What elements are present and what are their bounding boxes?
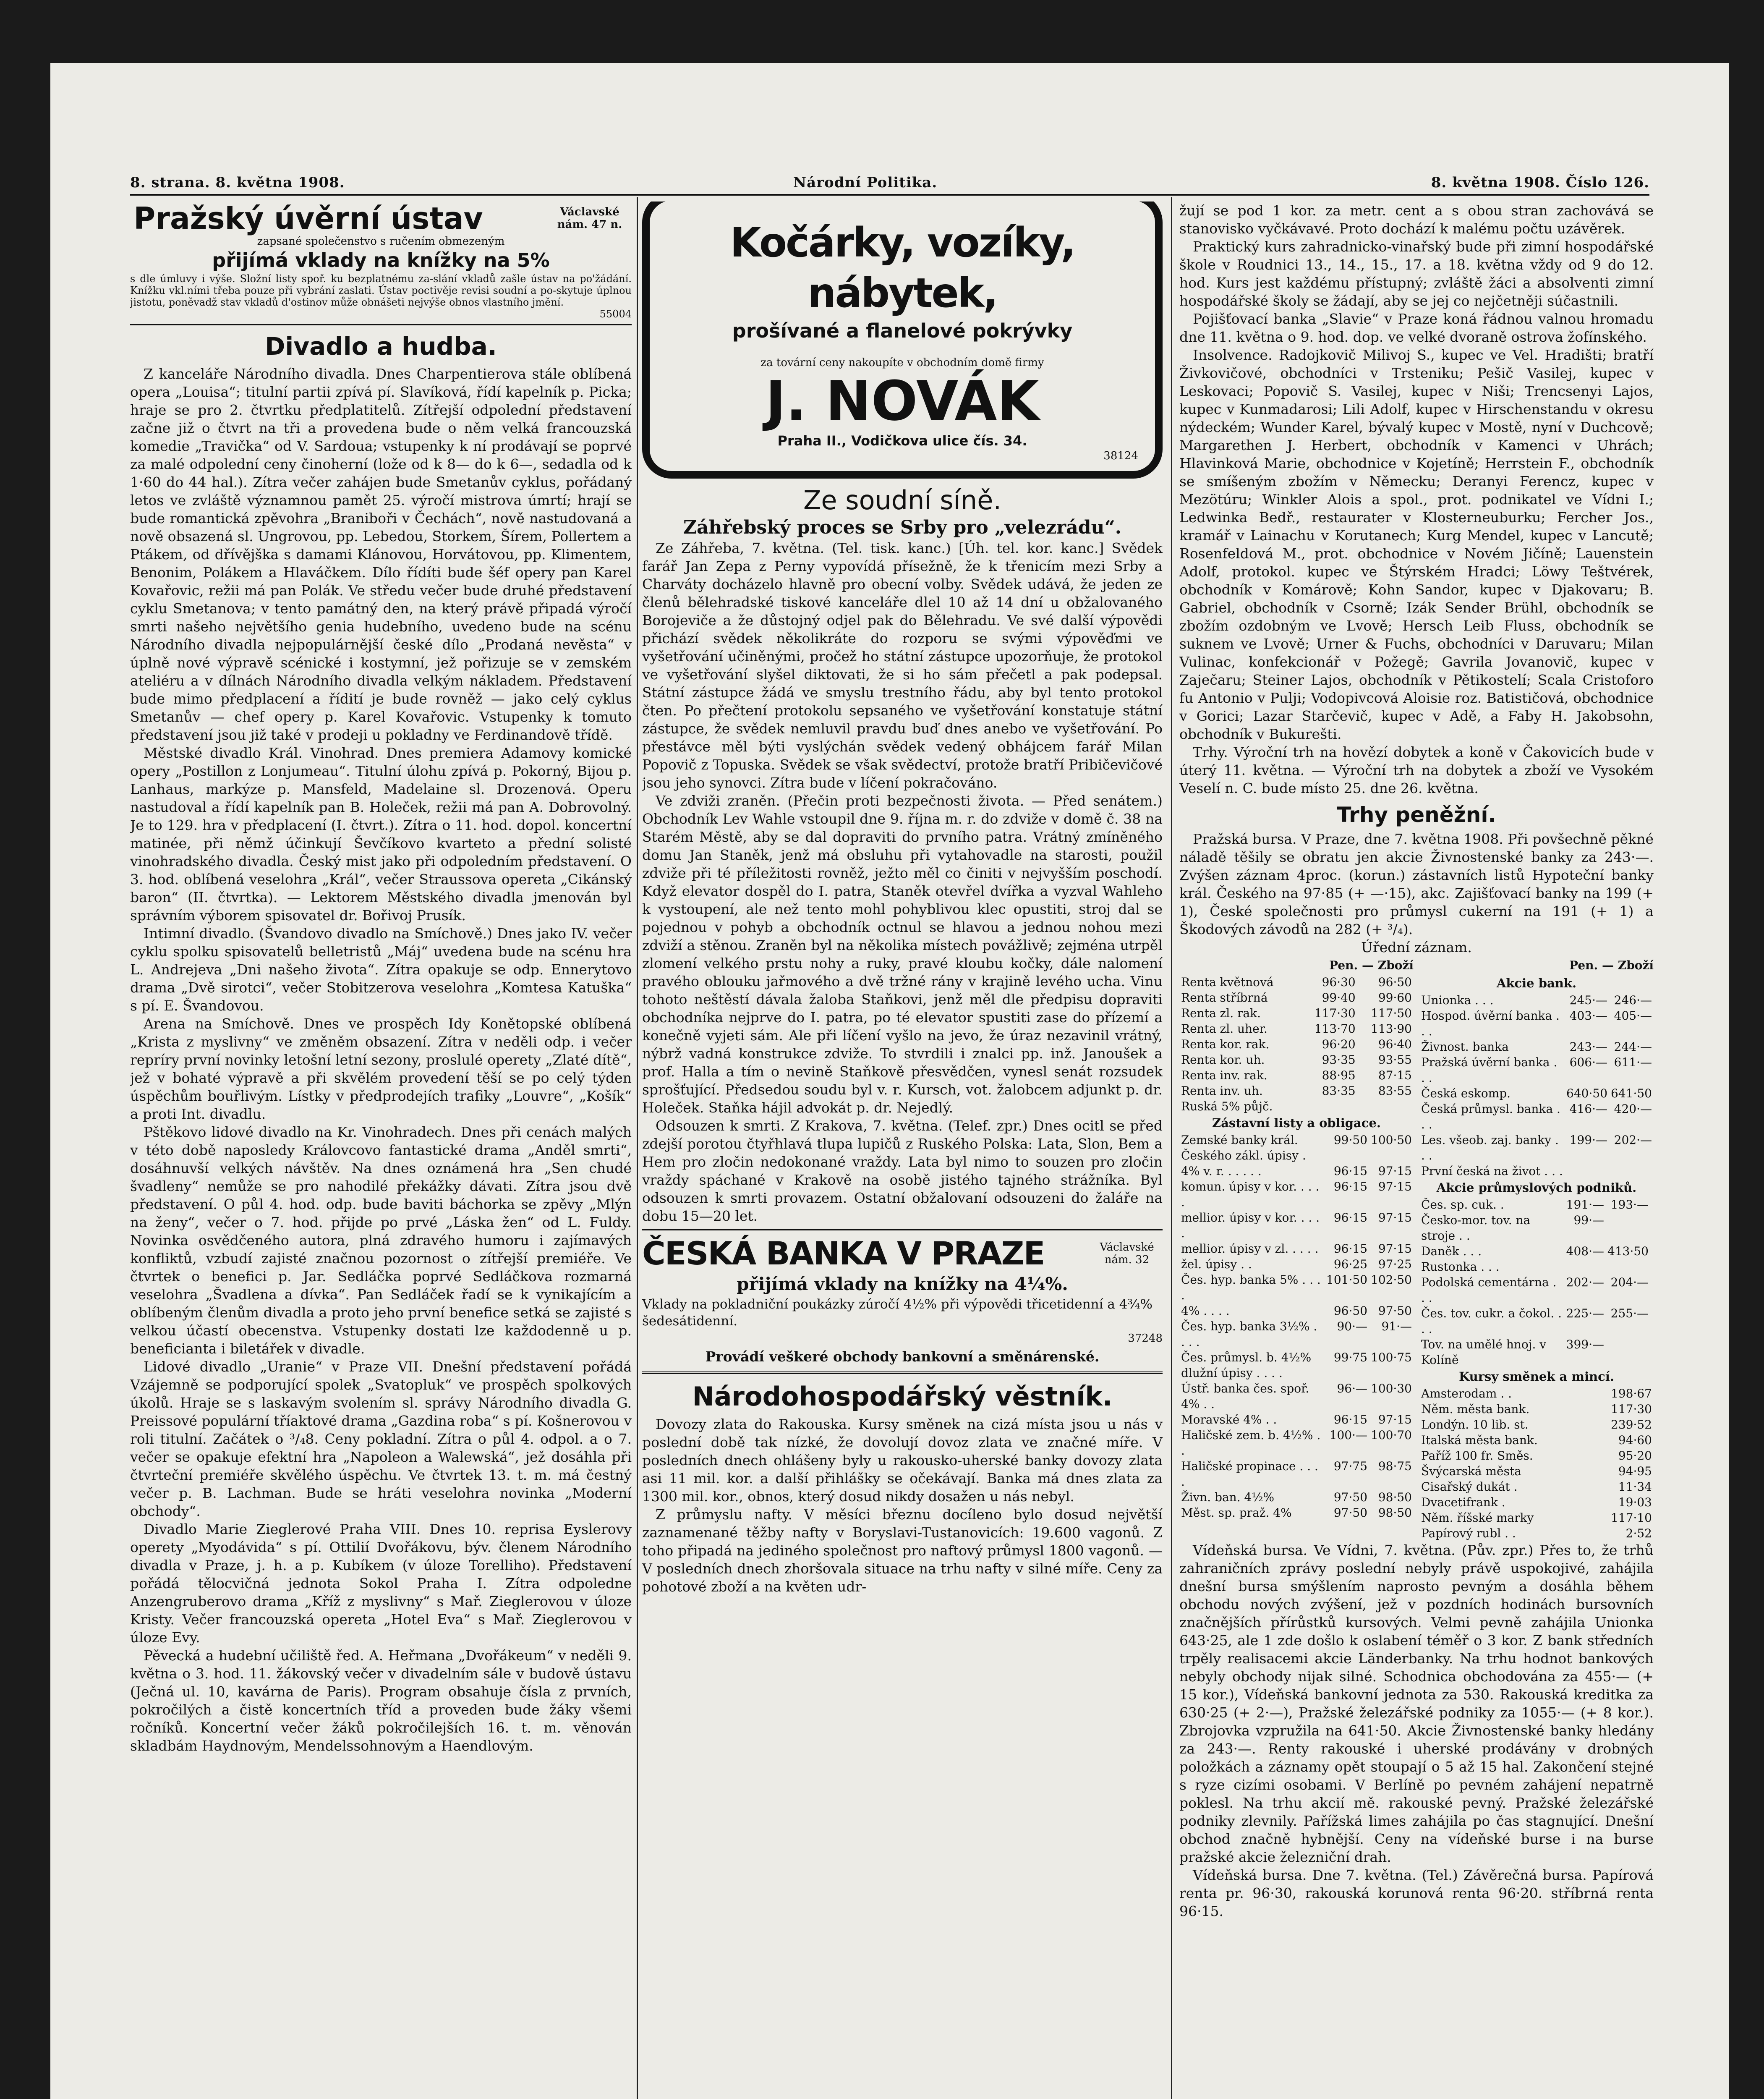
row-value: 97·75 xyxy=(1333,1459,1368,1473)
table-row xyxy=(1179,990,1414,1005)
article-paragraph: Vídeňská bursa. Ve Vídni, 7. května. (Pův. zpr.) Přes to, že trhů zahraničních zprávy poslední nebyly právě uspokojivé, zahájila dnešní bursa smýšlením naprosto pevným a dosáhla během obchodu nových zvýšení, jež v pozdních hodinách bursovních značnějších přírůstků kursových. Velmi pevně zahájila Unionka 643·25, ale 1 zde došlo k oslabení téměř o 3 kor. Z bank středních trpěly realisacemi akcie Länderbanky. Na trhu hodnot bankových nebyly obchody nijak silné. Schodnica obchodována za 455·— (+ 15 kor.), Vídeňská bankovní jednota za 530. Rakouská kreditka za 630·25 (+ 2·—), Pražské železářské podniky za 1055·— (+ 8 kor.). Zbrojovka vzpružila na 641·50. Akcie Živnostenské banky hledány za 243·—. Renty rakouské i uherské prodávány v drobných položkách a záznamy opět stoupají o 5 až 15 hal. Zakončení stejné s ryze cizími osobami. V Berlíně po pevném zahájení nepatrně poklesl. Na trhu akcií mě. rakouské pevný. Pražské železářské podniky zlevnily. Pařížská limes zahájila po čas stagnující. Dnešní obchod značně hybnější. Ceny na vídeňské burse i na burse pražské akcie železniční drah. xyxy=(1179,1542,1654,1865)
table-row xyxy=(1419,1510,1654,1526)
row-label: Renta kor. rak. xyxy=(1181,1037,1270,1051)
section-title: Ze soudní síně. xyxy=(803,485,1002,516)
row-label: Haličské zem. b. 4½% . . xyxy=(1181,1428,1321,1458)
table-row xyxy=(1419,1243,1654,1259)
row-value: 113·90 xyxy=(1371,1022,1412,1036)
row-label: Čes. tov. cukr. a čokol. . . . xyxy=(1421,1306,1562,1336)
table-row xyxy=(1419,1386,1654,1401)
row-label: Rustonka . . . xyxy=(1421,1260,1500,1274)
table-row xyxy=(1179,1458,1414,1489)
row-label: Ruská 5% půjč. xyxy=(1181,1099,1273,1113)
row-value: 19·03 xyxy=(1618,1495,1652,1509)
row-value: 96·30 xyxy=(1322,975,1356,989)
article-paragraph: Arena na Smíchově. Dnes ve prospěch Idy Konětopské oblíbená „Krista z myslivny“ ve změněm obsazení. Zítra v neděli odp. i večer repríry první novinky letošní letní sezony, proslulé operety „Zlaté dítě“, jež v bohaté výpravě a při skvělém provedení těší se po celý týden úspěchům bouřlivým. Lístky v předprodejích trafiky „Louvre“, „Košík“ a proti Int. divadlu. xyxy=(130,1015,632,1122)
row-label: Čes. sp. cuk. . xyxy=(1421,1198,1504,1212)
row-label: Renta inv. rak. xyxy=(1181,1068,1267,1082)
row-value xyxy=(1606,1212,1650,1243)
row-value: 96·25 xyxy=(1333,1257,1368,1271)
row-label: Tov. na umělé hnoj. v Kolíně xyxy=(1421,1337,1547,1367)
row-value: 202·— xyxy=(1566,1275,1605,1289)
table-row xyxy=(1179,1505,1414,1521)
row-value: 113·70 xyxy=(1314,1022,1356,1036)
table-row xyxy=(1179,1052,1414,1068)
table-row xyxy=(1419,992,1654,1008)
table-row xyxy=(1419,1212,1654,1243)
row-value: 97·15 xyxy=(1378,1242,1412,1256)
row-value: 96·15 xyxy=(1333,1180,1368,1193)
article-paragraph: Pojišťovací banka „Slavie“ v Praze koná řádnou valnou hromadu dne 11. května o 9. hod. dop. ve velké dvoraně ostrova žofínského. xyxy=(1179,311,1654,345)
row-value: 117·10 xyxy=(1611,1511,1652,1525)
advert-address: Václavské nám. 47 n. xyxy=(557,206,622,231)
header-left: 8. strana. 8. května 1908. xyxy=(130,174,345,191)
row-value xyxy=(1357,1099,1414,1114)
table-row xyxy=(1179,1099,1414,1114)
market-tables xyxy=(1179,956,1654,1541)
section-title: Národohospodářský věstník. xyxy=(692,1381,1113,1412)
kurs-table xyxy=(1419,1386,1654,1541)
table-row xyxy=(1419,1039,1654,1055)
table-row xyxy=(1179,1489,1414,1505)
section-title: Trhy peněžní. xyxy=(1337,803,1496,827)
row-value: 96·15 xyxy=(1333,1242,1368,1256)
row-label: Renta kor. uh. xyxy=(1181,1053,1265,1067)
row-label: Unionka . . . xyxy=(1421,993,1494,1007)
table-title: Úřední záznam. xyxy=(1361,939,1472,955)
row-label: 4% v. r. . . . . . xyxy=(1181,1164,1262,1178)
row-value: 198·67 xyxy=(1611,1387,1652,1400)
article-paragraph: Lidové divadlo „Uranie“ v Praze VII. Dnešní představení pořádá Vzájemně se podporující spolek „Svatopluk“ ve prospěch spolkových úkolů. Hraje se s laskavým svolením sl. správy Národního divadla G. Preissové populární tříaktové drama „Gazdina roba“ s pí. Košnerovou v roli titulní. Začátek o ³/₄8. Ceny pokladní. Zítra o půl 4. odpol. a o 7. večer se opakuje efektní hra „Napoleon a Walewská“, jež dosáhla při čtvrteční premiéře skvělého úspěchu. Ve čtvrtek 13. t. m. má čestný večer p. B. Lachman. Bude se hráti veselohra novinka „Moderní obchody“. xyxy=(130,1358,632,1519)
row-value xyxy=(1606,1337,1650,1368)
row-value: 87·15 xyxy=(1378,1068,1412,1082)
row-value: 88·95 xyxy=(1322,1068,1356,1082)
advert-title: Pražský úvěrní ústav xyxy=(133,202,483,236)
row-label: Les. všeob. zaj. banky . . . xyxy=(1421,1133,1559,1162)
row-value: 96·15 xyxy=(1333,1164,1368,1178)
row-value: 97·15 xyxy=(1378,1180,1412,1193)
row-value: 99·40 xyxy=(1322,991,1356,1005)
row-value xyxy=(1609,1163,1654,1179)
row-label: Pražská úvěrní banka . . . xyxy=(1421,1055,1558,1085)
advert-ceska-banka xyxy=(642,1235,1163,1366)
table-row xyxy=(1419,1417,1654,1432)
row-value: 641·50 xyxy=(1611,1086,1652,1100)
row-value: 399·— xyxy=(1566,1337,1605,1351)
article-paragraph: Z kanceláře Národního divadla. Dnes Charpentierova stále oblíbená opera „Louisa“; titulní partii zpívá pí. Slavíková, řídí kapelník p. Picka; hraje se pro 2. čtvrtku předplatitelů. Zítřejší odpolední představení začne již o čtvrt na tři a provedena bude o něm velká francouzská komedie „Travička“ od V. Sardoua; vstupenky k ní prodávají se poprvé za malé odpolední ceny činoherní (lože od k 8— do k 6—, sedadla od k 1·60 do 44 hal.). Zítra večer zahájen bude Smetanův cyklus, pořádaný letos ve zvláště významnou pamět 25. výročí mistrova úmrtí; hrají se bude romantická zpěvohra „Braniboři v Čechách“, nově nastudovaná a nově obsazená sl. Ungrovou, pp. Lebedou, Storkem, Šírem, Pollertem a Ptákem, od dřívějška s damami Klánovou, Horvátovou, pp. Klimentem, Benonim, Polákem a Hlaváčkem. Dílo řídíti bude šéf opery pan Karel Kovařovic, režii má pan Polák. Ve středu večer bude druhé představení cyklu Smetanova; v tento památný den, na který právě připadá výročí smrti našeho největšího genia hudebního, uvedeno bude na scénu Národního divadla nejpopulárnější české dílo „Prodaná nevěsta“ v úplně nové výpravě scénické i kostymní, jež pořizuje se v zemském ateliéru a v dílnách Národního divadla velkým nákladem. Představení bude mimo předplacení a řídití je bude rovněž — jako celý cyklus Smetanův — chef opery p. Karel Kovařovic. Vstupenky k tomuto představení jsou již také v prodeji u pokladny ve Ferdinandově třídě. xyxy=(130,366,632,743)
row-value: 225·— xyxy=(1566,1306,1605,1320)
advert-ceska-code: 37248 xyxy=(1128,1332,1163,1345)
renta-table xyxy=(1179,974,1414,1114)
row-label: Čes. hyp. banka 5% . . . . xyxy=(1181,1273,1321,1302)
row-value: 95·20 xyxy=(1618,1449,1652,1463)
row-value: 245·— xyxy=(1569,993,1608,1007)
row-label: Renta stříbrná xyxy=(1181,991,1268,1005)
table-row xyxy=(1419,1008,1654,1039)
row-value: 416·— xyxy=(1569,1102,1608,1116)
advert-ceska-title: ČESKÁ BANKA V PRAZE xyxy=(642,1235,1045,1272)
row-label: Amsterodam . . xyxy=(1421,1387,1512,1400)
row-value xyxy=(1565,1163,1609,1179)
row-value: 100·50 xyxy=(1371,1133,1412,1147)
row-value: 611·— xyxy=(1614,1055,1652,1069)
row-value: 91·— xyxy=(1381,1319,1412,1333)
row-label: Zemské banky král. Českého zákl. úpisy . xyxy=(1181,1133,1306,1162)
row-label: Něm. říšské marky xyxy=(1421,1511,1534,1525)
article-paragraph: Intimní divadlo. (Švandovo divadlo na Smíchově.) Dnes jako IV. večer cyklu spolku spisovatelů belletristů „Máj“ uvedena bude na scénu hra L. Andrejeva „Dni našeho života“. Zítra opakuje se odp. Ennerytovo drama „Dvě sirotci“, večer Stobitzerova veselohra „Komtesa Katuška“ s pí. E. Švandovou. xyxy=(130,925,632,1014)
row-value: 199·— xyxy=(1569,1133,1608,1147)
row-label: Ústř. banka čes. spoř. 4% . . xyxy=(1181,1382,1309,1411)
table-row xyxy=(1419,1163,1654,1179)
table-row xyxy=(1179,1319,1414,1350)
row-label: Švýcarská města xyxy=(1421,1464,1521,1478)
divider xyxy=(642,1371,1163,1374)
row-label: Renta inv. uh. xyxy=(1181,1084,1263,1098)
row-label: Česká eskomp. xyxy=(1421,1086,1511,1100)
row-label: Dvacetifrank . xyxy=(1421,1495,1505,1509)
row-label: Cisařský dukát . xyxy=(1421,1480,1518,1494)
akcie-table xyxy=(1419,992,1654,1179)
row-value: 97·15 xyxy=(1378,1164,1412,1178)
prum-table xyxy=(1419,1197,1654,1368)
row-value: 99·60 xyxy=(1378,991,1412,1005)
advert-ceska-line2: Vklady na pokladniční poukázky zúročí 4½% při výpovědi třicetidenní a 4¾% šedesátidenní. xyxy=(642,1297,1152,1329)
row-value: 96·20 xyxy=(1322,1037,1356,1051)
market-right xyxy=(1419,956,1654,1541)
table-header: Pen. — Zboží xyxy=(1329,958,1414,972)
row-value: 96·15 xyxy=(1333,1211,1368,1225)
row-value: 117·50 xyxy=(1371,1006,1412,1020)
article-paragraph: Pražská bursa. V Praze, dne 7. května 1908. Při povšechně pěkné náladě těšily se obratu jen akcie Živnostenské banky za 243·—. Zvýšen záznam 4proc. (korun.) zástavních listů Hypoteční banky král. Českého na 97·85 (+ —·15), akc. Zajišťovací banky na 199 (+ 1), České společnosti pro průmysl cukerní na 191 (+ 1) a Škodových závodů na 282 (+ ³/₄). xyxy=(1179,831,1654,937)
article-paragraph: Pěvecká a hudební učiliště řed. A. Heřmana „Dvořákeum“ v neděli 9. května o 3. hod. 11. žákovský večer v divadelním sále v budově ústavu (Ječná ul. 10, kavárna de Paris). Program obsahuje čísla z prvních, pokročilých a čistě koncertních tříd a proveden bude žáky všemi ročníků. Koncertní večer žáků pokročilejších 16. t. m. věnován skladbám Haydnovým, Mendelssohnovým a Haendlovým. xyxy=(130,1647,632,1754)
row-value: 420·— xyxy=(1614,1102,1652,1116)
article-paragraph: Dovozy zlata do Rakouska. Kursy směnek na cizá místa jsou u nás v poslední době tak nízké, že dovolují dovoz zlata ve značné míře. V posledních dnech ohlášeny byly u rakousko-uherské banky dovozy zlata asi 11 mil. kor. a další přihlášky se očekávají. Banka má dnes zlata za 1300 mil. kor., obnos, který dosud nikdy dosažen u nás nebyl. xyxy=(642,1416,1163,1505)
row-label: Haličské propinace . . . . xyxy=(1181,1459,1318,1489)
row-value: 246·— xyxy=(1614,993,1652,1007)
row-value: 102·50 xyxy=(1371,1273,1412,1287)
table-row xyxy=(1419,1463,1654,1479)
column-1 xyxy=(130,202,632,1755)
table-row xyxy=(1179,1412,1414,1427)
row-value xyxy=(1301,1099,1357,1114)
table-row xyxy=(1419,1401,1654,1417)
row-value: 606·— xyxy=(1569,1055,1608,1069)
row-value: 100·— xyxy=(1329,1428,1368,1442)
row-value: 97·15 xyxy=(1378,1413,1412,1426)
row-value: 93·55 xyxy=(1378,1053,1412,1067)
table-row xyxy=(1419,1275,1654,1306)
row-value: 191·— xyxy=(1566,1198,1605,1212)
row-label: Živnost. banka xyxy=(1421,1040,1509,1054)
table-row xyxy=(1419,1526,1654,1541)
row-value: 117·30 xyxy=(1611,1402,1652,1416)
advert-line: zapsané společenstvo s ručením obmezeným xyxy=(257,235,505,248)
article-paragraph: Divadlo Marie Zieglerové Praha VIII. Dnes 10. reprisa Eyslerovy operety „Myodávida“ s pí. Ottilií Dvořákovu, býv. členem Národního divadla v Praze, j. h. a p. Kubíkem (v úloze Torelliho). Představení pořádá tělocvičná jednota Sokol Praha I. Zítra odpoledne Anzengruberovo drama „Kříž z myslivny“ s Mař. Zieglerovou v úloze Kristy. Večer francouzská opereta „Hotel Eva“ s Mař. Zieglerovou v úloze Evy. xyxy=(130,1521,632,1646)
row-label: Podolská cementárna . . . xyxy=(1421,1275,1557,1305)
row-value: 90·— xyxy=(1337,1319,1368,1333)
divider xyxy=(642,1229,1163,1230)
row-value: 93·35 xyxy=(1322,1053,1356,1067)
row-value: 99·— xyxy=(1573,1213,1605,1227)
table-row xyxy=(1179,1083,1414,1099)
row-value: 96·50 xyxy=(1333,1304,1368,1318)
advert-novak-line3: za tovární ceny nakoupíte v obchodním domě firmy xyxy=(760,356,1044,369)
row-value: 83·35 xyxy=(1322,1084,1356,1098)
row-value: 239·52 xyxy=(1611,1418,1652,1432)
row-label: Moravské 4% . . xyxy=(1181,1413,1277,1426)
row-value: 99·75 xyxy=(1333,1350,1368,1364)
column-3 xyxy=(1179,202,1654,1920)
row-label: komun. úpisy v kor. . . . . xyxy=(1181,1180,1320,1209)
article-paragraph: Vídeňská bursa. Dne 7. května. (Tel.) Závěrečná bursa. Papírová renta pr. 96·30, rakouská korunová renta 96·20. stříbrná renta 96·15. xyxy=(1179,1867,1654,1919)
row-label: Papírový rubl . . xyxy=(1421,1526,1516,1540)
row-value: 204·— xyxy=(1610,1275,1649,1289)
table-row xyxy=(1179,1021,1414,1036)
row-value xyxy=(1565,1259,1606,1275)
row-label: Renta zl. uher. xyxy=(1181,1022,1267,1036)
row-value: 403·— xyxy=(1569,1009,1608,1023)
row-label: Renta květnová xyxy=(1181,975,1274,989)
header-right: 8. května 1908. Číslo 126. xyxy=(1431,174,1649,191)
table-row xyxy=(1179,1427,1414,1458)
article-paragraph: Praktický kurs zahradnicko-vinařský bude při zimní hospodářské škole v Roudnici 13., 14., 15., 17. a 18. května vždy od 9 do 12. hod. Kurs jest každému přístupný; zvláště žáci a absolventi zimní hospodářské školy se žádají, aby se jej co nejčetněji súčastnili. xyxy=(1179,238,1654,309)
advert-novak-address: Praha II., Vodičkova ulice čís. 34. xyxy=(777,433,1027,449)
table-row xyxy=(1419,1479,1654,1494)
row-value: 408·— xyxy=(1566,1244,1605,1258)
table-row xyxy=(1179,1381,1414,1412)
article-paragraph: žují se pod 1 kor. za metr. cent a s obou stran zachovává se stanovisko vyčkávavé. Proto dochází k malému počtu uzávěrek. xyxy=(1179,202,1654,237)
table-row xyxy=(1179,1068,1414,1083)
row-label: Čes. hyp. banka 3½% . . . . xyxy=(1181,1319,1317,1349)
column-2 xyxy=(642,202,1163,1596)
row-value: 100·75 xyxy=(1371,1350,1412,1364)
row-value: 100·30 xyxy=(1371,1382,1412,1395)
header-center: Národní Politika. xyxy=(793,174,938,191)
article-paragraph: Městské divadlo Král. Vinohrad. Dnes premiera Adamovy komické opery „Postillon z Lonjumeau“. Titulní úlohu zpívá p. Pokorný, Bijou p. Lanhaus, markýze p. Mansfeld, Madelaine sl. Drozenová. Operu nastudoval a řídí kapelník pan B. Holeček, režii má pan A. Dobrovolný. Je to 129. hra v předplacení (I. čtvrt.). Zítra o 11. hod. dopol. koncertní matinée, při němž účinkují Ševčíkovo kvarteto a přední solisté vinohradského divadla. Český mist jako při odpoledním představení. O 3. hod. oblíbená veselohra „Král“, večer Straussova opereta „Cikánský baron“ (II. čtvrtka). — Lektorem Městského divadla jmenován byl správním výborem spisovatel dr. Bořivoj Prusík. xyxy=(130,745,632,924)
row-label: žel. úpisy . . xyxy=(1181,1257,1252,1271)
row-value: 94·60 xyxy=(1618,1433,1652,1447)
row-label: Živn. ban. 4½% xyxy=(1181,1490,1275,1504)
row-value: 96·40 xyxy=(1378,1037,1412,1051)
row-label: Hospod. úvěrní banka . . . xyxy=(1421,1009,1560,1038)
row-label: Česká průmysl. banka . . . xyxy=(1421,1102,1560,1131)
row-label: Renta zl. rak. xyxy=(1181,1006,1261,1020)
table-row xyxy=(1179,1005,1414,1021)
advert-novak-code: 38124 xyxy=(1103,450,1138,462)
row-label: 4% . . . . xyxy=(1181,1304,1230,1318)
table-row xyxy=(1419,1086,1654,1101)
section-title: Divadlo a hudba. xyxy=(265,332,497,361)
zastavni-table xyxy=(1179,1132,1414,1521)
row-value: 640·50 xyxy=(1566,1086,1608,1100)
advert-novak-line2: prošívané a flanelové pokrývky xyxy=(732,319,1073,342)
row-value: 98·50 xyxy=(1378,1506,1412,1520)
row-value: 101·50 xyxy=(1326,1273,1368,1287)
row-label: Něm. města bank. xyxy=(1421,1402,1530,1416)
column-rule-2 xyxy=(1171,197,1172,2099)
table-row xyxy=(1419,1055,1654,1086)
row-label: Italská města bank. xyxy=(1421,1433,1538,1447)
article-paragraph: Z průmyslu nafty. V měsíci březnu docíleno bylo dosud největší zaznamenané těžby nafty v Boryslavi-Tustanovicích: 19.600 vagonů. Z toho připadá na jediného společnost pro naftový průmysl 1800 vagonů. — V posledních dnech zhoršovala situace na trhu nafty v silné míře. Ceny za pohotové zboží a na květen udr- xyxy=(642,1506,1163,1595)
article-paragraph: Ve zdviži zraněn. (Přečin proti bezpečnosti života. — Před senátem.) Obchodník Lev Wahle vstoupil dne 9. října m. r. do zdviže v domě č. 38 na Starém Městě, aby se dal dopraviti do prvního patra. Vrátný zmíněného domu Jan Staněk, jenž má obsluhu při vytahovadle na starosti, použil zdviže při té příležitosti rovněž, ježto měl co činiti v nejvyšším poschodí. Když elevator dospěl do I. patra, Staněk otevřel dvířka a vyzval Wahleho k vystoupení, ale než tento mohl pohyblivou klec opustiti, stroj dal se pojednou v pohyb a obchodník octnul se hlavou a jednou nohou mezi zdviží a stěnou. Zraněn byl na několika místech povážlivě; zejména utrpěl zlomení velkého prstu nohy a ruky, pravé kloubu kočky, dále nalomení pravého oblouku jařmového a dvě tržné rány v krajině levého ucha. Vinu tohoto neštěstí dávala žaloba Staňkovi, jenž měl dle předpisu dopraviti obchodníka nejprve do I. patra, po té elevator spustiti zase do přízemí a konečně vyjeti sám. Ale při líčení vyšlo na jevo, že úraz nezavinil vrátný, nýbrž vadná konstrukce zdviže. To stvrdili i znalci pp. inž. Janoušek a prof. Halla a tím o nevině Staňkově přesvědčen, vynesl senát rozsudek sprošťující. Předsedou soudu byl v. r. Kursch, vot. žalobcem adjunkt p. dr. Holeček. Staňka hájil advokát p. dr. Nejedlý. xyxy=(642,793,1163,1116)
row-label: Čes. průmysl. b. 4½% dlužní úpisy . . . . xyxy=(1181,1350,1312,1380)
row-value: 255·— xyxy=(1610,1306,1649,1320)
table-row xyxy=(1179,1179,1414,1210)
row-value: 98·75 xyxy=(1378,1459,1412,1473)
table-row xyxy=(1419,1448,1654,1463)
table-row xyxy=(1179,1163,1414,1179)
article-paragraph: Insolvence. Radojkovič Milivoj S., kupec ve Vel. Hradišti; bratří Živkovičové, obchodníci v Trsteniku; Pešič Vasilej, kupec v Leskovaci; Popovič S. Vasilej, kupec v Niši; Trencsenyi Lajos, kupec v Kunmadarosi; Lili Adolf, kupec v Hirschenstandu v okresu nýdeckém; Wunder Karel, bývalý kupec v Mostě, nyní v Duchcově; Margarethen J. Herbert, obchodník v Kamenci v Uhrách; Hlavinková Marie, obchodnice v Kojetíně; Herrstein F., obchodník se smíšeným zbožím v Německu; Deranyi Ferencz, kupec v Mezötúru; Winkler Alois a spol., prot. podnikatel ve Vídni I.; Ledwinka Bedř., restaurater v Klosterneuburku; Fercher Jos., kramář v Lainachu v Korutanech; Kurg Mendel, kupec v Lancutě; Rosenfeldová M., prot. obchodnice v Novém Jičíně; Lauenstein Adolf, protokol. kupec ve Štýrském Hradci; Löwy Teštvérek, obchodník v Komárově; Kohn Sandor, kupec v Djakovaru; B. Gabriel, obchodník v Csorně; Izák Sender Brühl, obchodník se zbožím ozdobným ve Lvově; Hersch Leib Fluss, obchodník se suknem ve Lvově; Urner & Fuchs, obchodníci v Daruvaru; Milan Vulinac, konfekcionář v Požegě; Gavrila Jovanovič, kupec v Zaječaru; Steiner Lajos, obchodník v Pětikostelí; Scala Cristoforo fu Antonio v Pulji; Vodopivcová Aloisie roz. Batističová, obchodnice v Gorici; Lazar Starčevič, kupec v Adě, a Faby H. Jakobsohn, obchodník v Bukurešti. xyxy=(1179,347,1654,742)
row-value: 193·— xyxy=(1610,1198,1649,1212)
row-value: 97·50 xyxy=(1333,1506,1368,1520)
row-label: Česko-mor. tov. na stroje . . xyxy=(1421,1213,1531,1243)
table-row xyxy=(1179,1132,1414,1163)
row-value: 94·95 xyxy=(1618,1464,1652,1478)
table-header: Pen. — Zboží xyxy=(1569,958,1654,972)
row-value: 413·50 xyxy=(1607,1244,1649,1258)
row-value xyxy=(1650,1212,1654,1243)
advert-novak-line1: Kočárky, vozíky, nábytek, xyxy=(730,219,1075,317)
row-value: 243·— xyxy=(1569,1040,1608,1054)
table-title: Akcie bank. xyxy=(1496,976,1577,990)
table-title: Akcie průmyslových podniků. xyxy=(1436,1180,1637,1195)
column-rule-1 xyxy=(637,197,638,2099)
row-label: mellior. úpisy v kor. . . . . xyxy=(1181,1211,1320,1240)
row-value: 98·50 xyxy=(1378,1490,1412,1504)
row-value: 99·50 xyxy=(1333,1133,1368,1147)
table-row xyxy=(1179,974,1414,990)
table-row xyxy=(1419,1132,1654,1163)
row-label: Daněk . . . xyxy=(1421,1244,1482,1258)
row-value: 202·— xyxy=(1614,1133,1652,1147)
row-value xyxy=(1606,1259,1650,1275)
row-value: 2·52 xyxy=(1625,1526,1652,1540)
row-label: Měst. sp. praž. 4% xyxy=(1181,1506,1292,1520)
table-row xyxy=(1419,1494,1654,1510)
row-value: 117·30 xyxy=(1314,1006,1356,1020)
advert-code: 55004 xyxy=(599,308,632,320)
table-row xyxy=(1179,1272,1414,1303)
article-paragraph: Odsouzen k smrti. Z Krakova, 7. května. (Telef. zpr.) Dnes ocitl se před zdejší porotou čtyřhlavá tlupa lupičů z Ruského Polska: Lata, Slon, Bem a Hem pro zločin nedokonané vraždy. Lata byl nimo to souzen pro zločin vraždy spáchané v Krakově na osobě jistého tajného strážníka. Byl odsouzen k smrti provazem. Ostatní obžalovaní odsouzeni do žaláře na dobu 15—20 let. xyxy=(642,1118,1163,1224)
row-label: Londýn. 10 lib. st. xyxy=(1421,1418,1529,1432)
advert-ceska-line1: přijímá vklady na knížky na 4¼%. xyxy=(737,1274,1068,1294)
table-row xyxy=(1179,1210,1414,1241)
row-value: 97·50 xyxy=(1333,1490,1368,1504)
row-value: 97·15 xyxy=(1378,1211,1412,1225)
advert-novak xyxy=(642,202,1163,479)
advert-prazsky-uverni-ustav xyxy=(130,202,632,320)
divider xyxy=(130,324,632,325)
table-row xyxy=(1419,1259,1654,1275)
row-value: 83·55 xyxy=(1378,1084,1412,1098)
section-subtitle: Záhřebský proces se Srby pro „velezrádu“. xyxy=(683,517,1122,538)
table-row xyxy=(1419,1306,1654,1337)
table-row xyxy=(1179,1036,1414,1052)
row-label: mellior. úpisy v zl. . . . . xyxy=(1181,1242,1319,1256)
article-paragraph: Trhy. Výroční trh na hovězí dobytek a koně v Čakovicích bude v úterý 11. května. — Výroční trh na dobytek a zboží ve Vysokém Veselí n. C. bude místo 25. dne 26. května. xyxy=(1179,744,1654,796)
advert-ceska-line3: Provádí veškeré obchody bankovní a směnárenské. xyxy=(705,1348,1100,1365)
row-value: 97·25 xyxy=(1378,1257,1412,1271)
article-paragraph: Pštěkovo lidové divadlo na Kr. Vinohradech. Dnes při cenách malých v této době naposledy Královcovo fantastické drama „Anděl smrti“, dosáhnuvší velkých návštěv. Na dnes oznámená hra „Sen chudé švadleny“ nemůže se pro nahodilé překážky dávati. Zítra jsou dvě představení. O půl 4. hod. odp. bude baviti báchorka se zpěvy „Mlýn na ženy“, večer o 7. hod. přijde po prvé „Láska žen“ od L. Fuldy. Novinka osvědčeného autora, plná zdravého humoru i zajímavých konfliktů, vzbudí zajisté značnou pozornost o zítřejší premiéře. Ve čtvrtek o benefici p. Jar. Sedláčka poprvé Sedláčkova rozmarná veselohra „Švadlena a dívka“. Pan Sedláček řadí se k vynikajícím a oblíbeným členům divadla a proto jeho první benefice setká se zajisté s velkou účastí obecenstva. Vstupenky dostati lze každodenně u p. beneficianta i biletářek v divadle. xyxy=(130,1124,632,1357)
table-row xyxy=(1179,1350,1414,1381)
row-label: První česká na život . . . xyxy=(1421,1164,1563,1178)
table-row xyxy=(1419,1101,1654,1132)
row-value: 100·70 xyxy=(1371,1428,1412,1442)
table-row xyxy=(1419,1432,1654,1448)
advert-novak-name: J. NOVÁK xyxy=(766,369,1039,433)
table-title: Kursy směnek a mincí. xyxy=(1459,1369,1614,1384)
table-row xyxy=(1179,1303,1414,1319)
advert-headline: přijímá vklady na knížky na 5% xyxy=(212,249,550,272)
row-label: Paříž 100 fr. Směs. xyxy=(1421,1449,1533,1463)
table-row xyxy=(1179,1256,1414,1272)
table-title: Zástavní listy a obligace. xyxy=(1212,1116,1381,1130)
article-paragraph: Ze Záhřeba, 7. května. (Tel. tisk. kanc.) [Úh. tel. kor. kanc.] Svědek farář Jan Zepa z Perny vypovídá přísežně, že k třenicím mezi Srby a Charváty docházelo hlavně pro obecní volby. Svědek udává, že jeden ze členů bělehradské tiskové kanceláře dlel 10 až 14 dní u obžalovaného Borojeviče a že důstojný odjel pak do Bělehradu. Ve své další výpovědi přichází svědek několikráte do rozporu se svými výpověďmi ve vyšetřování učiněnými, pročež ho státní zástupce upozorňuje, že protokol ve vyšetřování slyšel diktovati, že si ho sám přečetl a pak podepsal. Státní zástupce žádá ve smyslu trestního řádu, aby byl tento protokol čten. Po přečtení protokolu sepsaného ve vyšetřování konstatuje státní zástupce, že svědek nemluvil pravdu buď dnes anebo ve vyšetřování. Po přestávce měl býti vyslýchán svědek vedený obhájcem farář Milan Popovič z Topuska. Svědek se však svědectví, protože bratří Pribičevičové jsou jeho synovci. Zítra bude v líčení pokračováno. xyxy=(642,540,1163,791)
header-rule xyxy=(130,194,1649,196)
table-row xyxy=(1179,1241,1414,1256)
table-row xyxy=(1419,1197,1654,1212)
row-value: 244·— xyxy=(1614,1040,1652,1054)
row-value: 11·34 xyxy=(1618,1480,1652,1494)
table-row xyxy=(1419,1337,1654,1368)
row-value: 96·— xyxy=(1337,1382,1368,1395)
row-value: 96·50 xyxy=(1378,975,1412,989)
advert-ceska-address: Václavské nám. 32 xyxy=(1100,1241,1154,1266)
market-left xyxy=(1179,956,1414,1541)
row-value: 96·15 xyxy=(1333,1413,1368,1426)
row-value: 405·— xyxy=(1614,1009,1652,1023)
advert-small-print: s dle úmluvy i výše. Složní listy spoř. ku bezplatnému za-slání vkladů zašle ústav na po'žádání. Knížku vkl.ními třeba pouze při vybrání zaslati. Ústav poctivěje revisi soudní a po-skytuje úplnou jistotu, poněvadž stav vkladů d'ostinov může obnášeti nejvýše obnos vlastního jmění. xyxy=(130,273,632,308)
row-value: 97·50 xyxy=(1378,1304,1412,1318)
newspaper-page xyxy=(50,63,1729,2099)
